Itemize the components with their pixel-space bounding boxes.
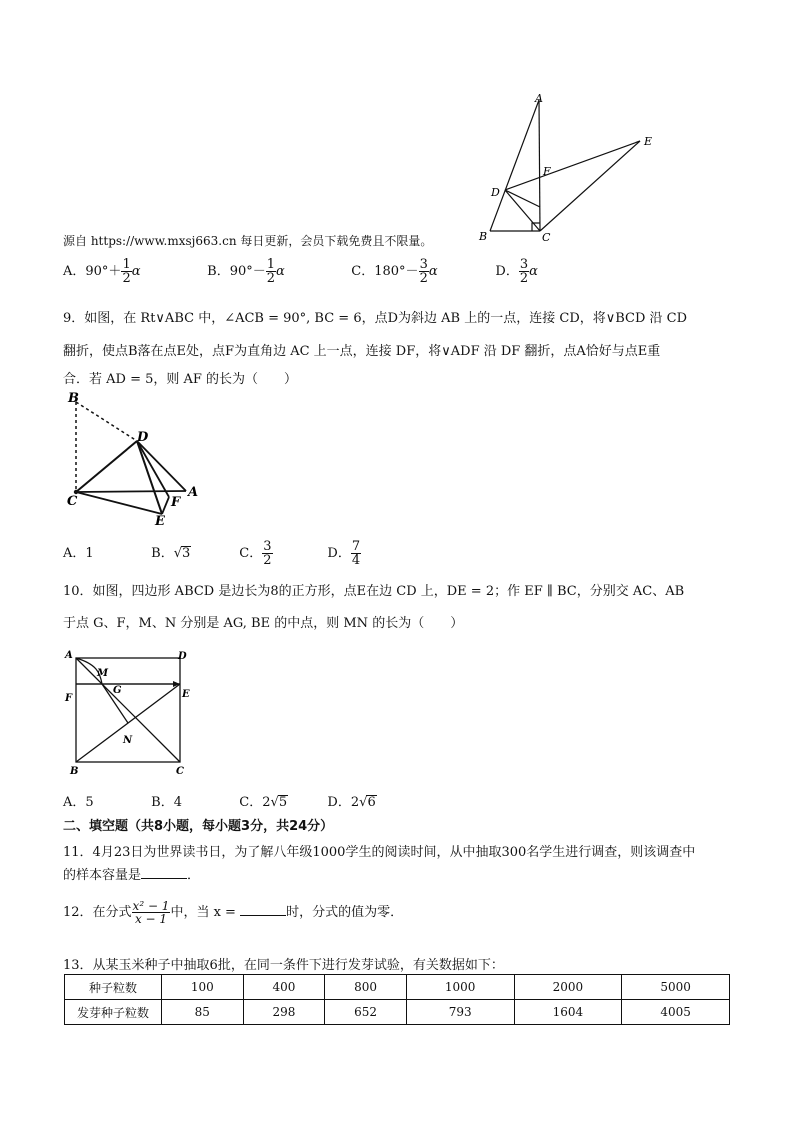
q9-option-c-label: C． [239,546,263,561]
q8-option-b-label: B． [207,264,230,279]
q8-label-f: F [543,165,551,178]
table-cell: 793 [406,1000,514,1025]
q8-option-b-frac [266,258,276,285]
q9-option-c[interactable] [239,540,323,567]
q9-option-d[interactable] [327,540,411,567]
q8-option-b-var: α [276,264,285,279]
q9-label-d: D [137,430,149,445]
q8-option-b-den: 2 [266,271,276,286]
q8-option-b-num: 1 [266,257,276,272]
table-cell: 652 [325,1000,407,1025]
q9-option-d-frac [351,540,361,567]
q9-figure [62,388,212,530]
q9-label-b: B [68,391,79,406]
q12-post: 时，分式的值为零． [286,905,404,920]
q8-option-c-var: α [428,264,438,279]
q9-option-c-frac [262,540,272,567]
q10-option-a[interactable]: A．5 [63,795,94,810]
q10-label-b: B [70,766,79,777]
q8-option-a-den: 2 [122,271,131,286]
q9-options [63,540,411,567]
q10-label-a: A [65,650,73,661]
q8-option-b[interactable] [207,258,347,285]
q8-option-a[interactable] [63,258,203,285]
table-cell: 4005 [622,1000,730,1025]
q8-option-c-frac [419,258,429,285]
table-cell: 400 [243,975,325,1000]
q8-option-a-label: A． [63,264,86,279]
q10-option-c-coef: 2 [262,795,271,810]
q11-line-2-post: ． [187,868,201,883]
q12-line [63,900,403,925]
q9-option-b-label: B． [151,546,174,561]
q12-fraction [132,900,171,925]
q13-table [64,974,730,1025]
q11-line-2 [63,864,200,883]
q10-label-g: G [113,685,122,696]
q8-option-c-label: C． [351,264,375,279]
q10-option-b[interactable]: B．4 [151,795,182,810]
q12-num: x² − 1 [132,899,170,913]
q9-option-d-num: 7 [351,539,361,554]
q10-label-f: F [65,693,73,704]
q10-line-1: 10．如图，四边形 ABCD 是边长为8的正方形，点E在边 CD 上，DE = 2；作 EF ∥ BC，分别交 AC、AB [63,584,685,599]
table-cell: 1000 [406,975,514,1000]
q10-label-e: E [182,689,190,700]
q8-option-a-num: 1 [122,257,131,272]
q9-option-a[interactable]: A．1 [63,546,94,561]
q9-option-b[interactable]: B．√3 [151,546,191,561]
q8-option-c-pre: 180°－ [374,264,419,279]
q10-label-c: C [176,766,184,777]
q8-option-d-num: 3 [519,257,529,272]
table-cell: 85 [162,1000,244,1025]
source-line: 源自 https://www.mxsj663.cn 每日更新，会员下载免费且不限量。 [63,234,433,248]
q8-option-c-num: 3 [419,257,428,272]
q10-label-m: M [97,668,109,679]
q8-option-a-frac [121,258,131,285]
q9-option-c-num: 3 [263,539,272,554]
table-row [65,1000,730,1025]
q8-option-a-var: α [131,264,141,279]
q8-label-a: A [535,92,543,105]
q9-line-1: 9．如图，在 Rt∨ABC 中，∠ACB = 90°, BC = 6，点D为斜边 AB 上的一点，连接 CD，将∨BCD 沿 CD [63,311,688,326]
q8-option-c[interactable] [351,258,491,285]
q11-answer-blank[interactable] [141,866,187,879]
q8-label-e: E [644,135,653,148]
q10-option-c-label: C． [239,795,263,810]
q8-option-c-den: 2 [419,271,428,286]
q10-option-d-label: D． [327,795,351,810]
q9-option-d-label: D． [327,546,351,561]
table-cell: 种子粒数 [65,975,162,1000]
q8-option-d-frac [519,258,529,285]
q9-line-3: 合．若 AD = 5，则 AF 的长为（ ） [63,372,298,387]
q10-label-n: N [123,735,133,746]
q13-intro: 13．从某玉米种子中抽取6批，在同一条件下进行发芽试验，有关数据如下： [63,958,504,973]
q9-label-e: E [155,514,165,529]
q9-label-a: A [188,485,199,500]
q12-pre: 12．在分式 [63,905,132,920]
q8-options [63,258,595,285]
q8-option-d-den: 2 [519,271,529,286]
q10-figure [62,646,192,778]
q8-label-c: C [542,231,551,244]
q9-line-2: 翻折，使点B落在点E处，点F为直角边 AC 上一点，连接 DF，将∨ADF 沿 DF 翻折，点A恰好与点E重 [63,344,661,359]
table-cell: 5000 [622,975,730,1000]
q12-mid: 中，当 x = [170,905,241,920]
table-cell: 100 [162,975,244,1000]
q11-line-1: 11．4月23日为世界读书日，为了解八年级1000学生的阅读时间，从中抽取300名学生进行调查，则该调查中 [63,845,696,860]
table-cell: 1604 [514,1000,622,1025]
q8-option-d-var: α [529,264,538,279]
table-row [65,975,730,1000]
q10-option-d-rad: 6 [367,795,376,810]
q10-line-2: 于点 G、F，M、N 分别是 AG, BE 的中点，则 MN 的长为（ ） [63,616,464,631]
q8-option-a-pre: 90°＋ [85,264,122,279]
q10-option-c[interactable]: C．2√5 [239,795,288,810]
q9-option-b-rad: 3 [182,546,191,561]
q8-option-d[interactable] [495,258,595,285]
q9-option-c-den: 2 [263,553,272,568]
q10-option-d[interactable]: D．2√6 [327,795,376,810]
q8-option-b-pre: 90°－ [229,264,266,279]
q12-den: x − 1 [134,912,168,926]
q12-answer-blank[interactable] [240,903,286,916]
q10-option-d-coef: 2 [350,795,360,810]
q10-option-c-rad: 5 [278,795,288,810]
q11-line-2-pre: 的样本容量是 [63,868,142,883]
q10-options [63,791,411,810]
section-2-title: 二、填空题（共8小题，每小题3分，共24分） [63,819,334,834]
table-cell: 发芽种子粒数 [65,1000,162,1025]
q9-label-c: C [67,494,78,509]
q10-label-d: D [178,651,187,662]
q9-option-d-den: 4 [351,553,361,568]
q8-option-d-label: D． [495,264,519,279]
q9-label-f: F [171,495,181,510]
q8-label-d: D [491,186,500,199]
q8-label-b: B [479,230,488,243]
table-cell: 298 [243,1000,325,1025]
table-cell: 2000 [514,975,622,1000]
q8-figure [470,88,670,248]
table-cell: 800 [325,975,407,1000]
